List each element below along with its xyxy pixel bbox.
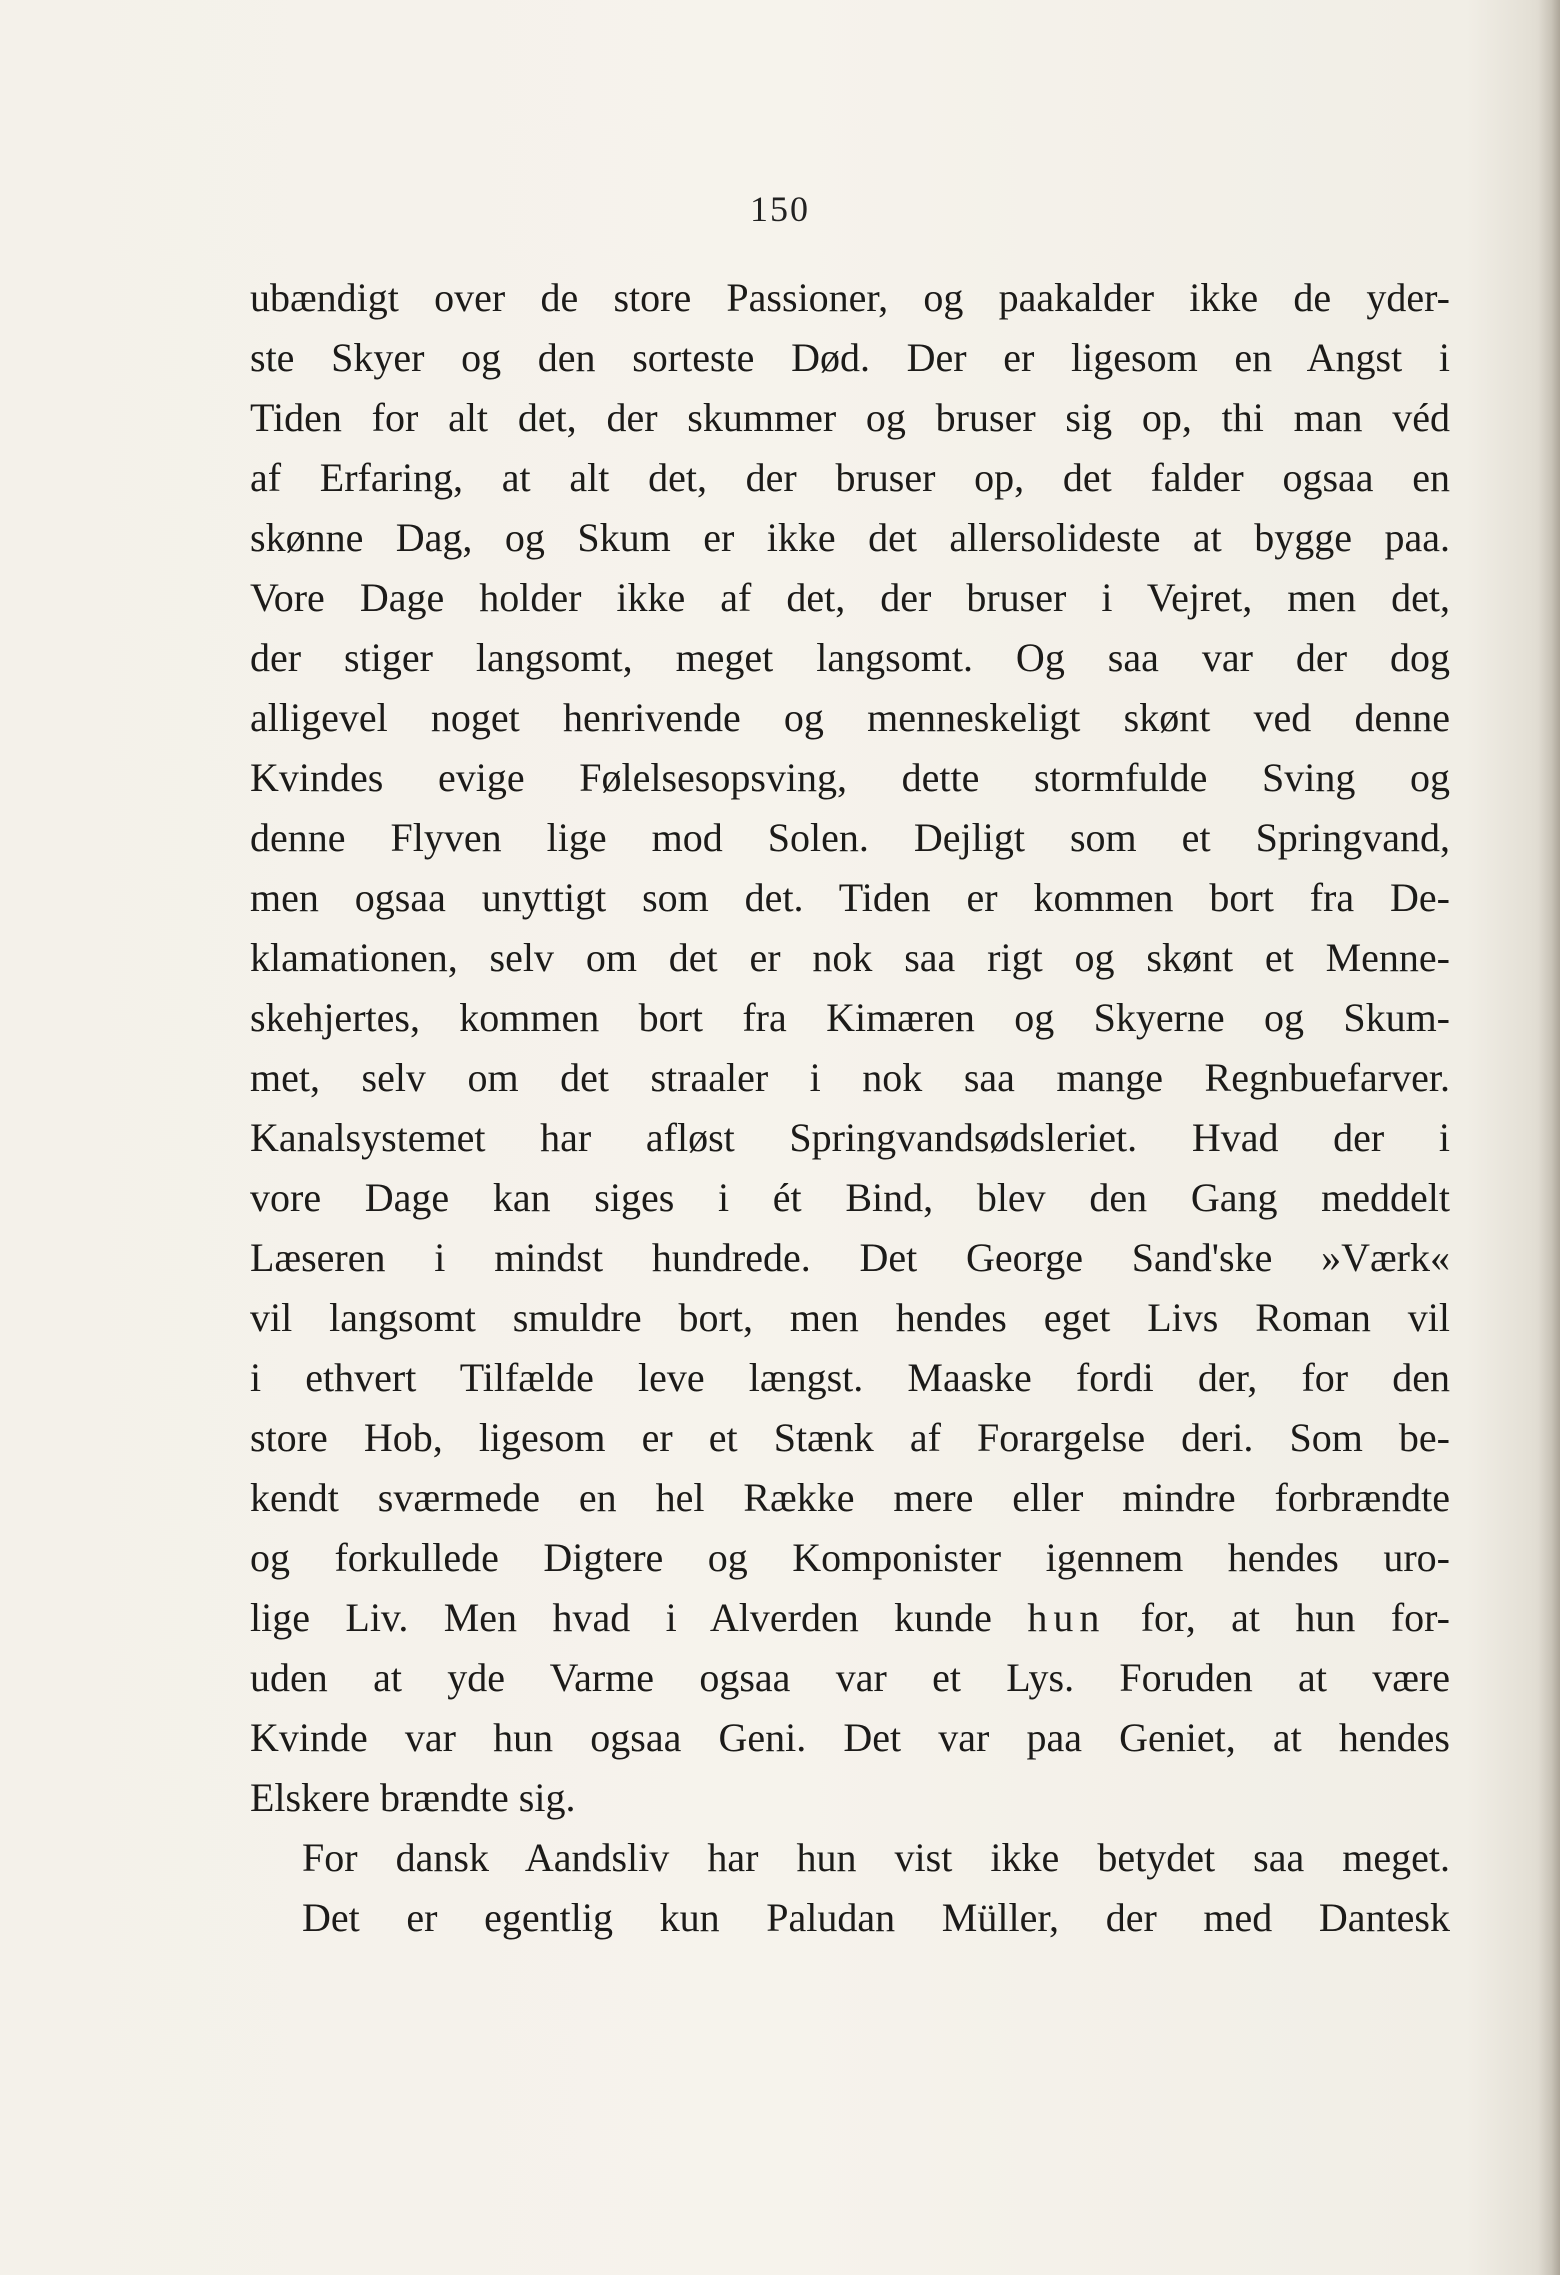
text-line: denne Flyven lige mod Solen. Dejligt som et Springvand,	[250, 815, 1450, 860]
text-line: ste Skyer og den sorteste Død. Der er ligesom en Angst i	[250, 335, 1450, 380]
text-line: Kvindes evige Følelsesopsving, dette stormfulde Sving og	[250, 755, 1450, 800]
text-line: Vore Dage holder ikke af det, der bruser i Vejret, men det,	[250, 575, 1450, 620]
text-line: og forkullede Digtere og Komponister igennem hendes uro-	[250, 1535, 1450, 1580]
text-line: skehjertes, kommen bort fra Kimæren og Skyerne og Skum-	[250, 995, 1450, 1040]
text-line: vore Dage kan siges i ét Bind, blev den Gang meddelt	[250, 1175, 1450, 1220]
text-line: kendt sværmede en hel Række mere eller mindre forbrændte	[250, 1475, 1450, 1520]
text-line: For dansk Aandsliv har hun vist ikke betydet saa meget.	[302, 1835, 1450, 1880]
text-line: vil langsomt smuldre bort, men hendes eget Livs Roman vil	[250, 1295, 1450, 1340]
text-line: ubændigt over de store Passioner, og paakalder ikke de yder-	[250, 275, 1450, 320]
text-line: af Erfaring, at alt det, der bruser op, det falder ogsaa en	[250, 455, 1450, 500]
text-line: store Hob, ligesom er et Stænk af Forargelse deri. Som be-	[250, 1415, 1450, 1460]
text-line: i ethvert Tilfælde leve længst. Maaske fordi der, for den	[250, 1355, 1450, 1400]
text-line: klamationen, selv om det er nok saa rigt og skønt et Menne-	[250, 935, 1450, 980]
body-text	[250, 268, 1450, 1948]
text-line: der stiger langsomt, meget langsomt. Og saa var der dog	[250, 635, 1450, 680]
text-line: uden at yde Varme ogsaa var et Lys. Foruden at være	[250, 1655, 1450, 1700]
page-edge-shadow	[1538, 0, 1560, 2275]
text-line: skønne Dag, og Skum er ikke det allersolideste at bygge paa.	[250, 515, 1450, 560]
text-line: alligevel noget henrivende og menneskeligt skønt ved denne	[250, 695, 1450, 740]
text-line: men ogsaa unyttigt som det. Tiden er kommen bort fra De-	[250, 875, 1450, 920]
page-number: 150	[750, 189, 810, 229]
paragraph-1	[250, 268, 1450, 1828]
text-line: Elskere brændte sig.	[250, 1775, 576, 1820]
text-segment: for, at hun for-	[1140, 1595, 1450, 1640]
text-line-with-emphasis	[250, 1588, 1450, 1648]
paragraph-2	[250, 1828, 1450, 1948]
text-segment: lige Liv. Men hvad i Alverden kunde	[250, 1595, 992, 1640]
text-line: Læseren i mindst hundrede. Det George Sand'ske »Værk«	[250, 1235, 1450, 1280]
text-line: Det er egentlig kun Paludan Müller, der med Dantesk	[302, 1895, 1450, 1940]
text-line: Kvinde var hun ogsaa Geni. Det var paa Geniet, at hendes	[250, 1715, 1450, 1760]
emphasized-word: hun	[1027, 1595, 1106, 1640]
text-line: Tiden for alt det, der skummer og bruser sig op, thi man véd	[250, 395, 1450, 440]
text-line: Kanalsystemet har afløst Springvandsødsleriet. Hvad der i	[250, 1115, 1450, 1160]
text-line: met, selv om det straaler i nok saa mange Regnbuefarver.	[250, 1055, 1450, 1100]
